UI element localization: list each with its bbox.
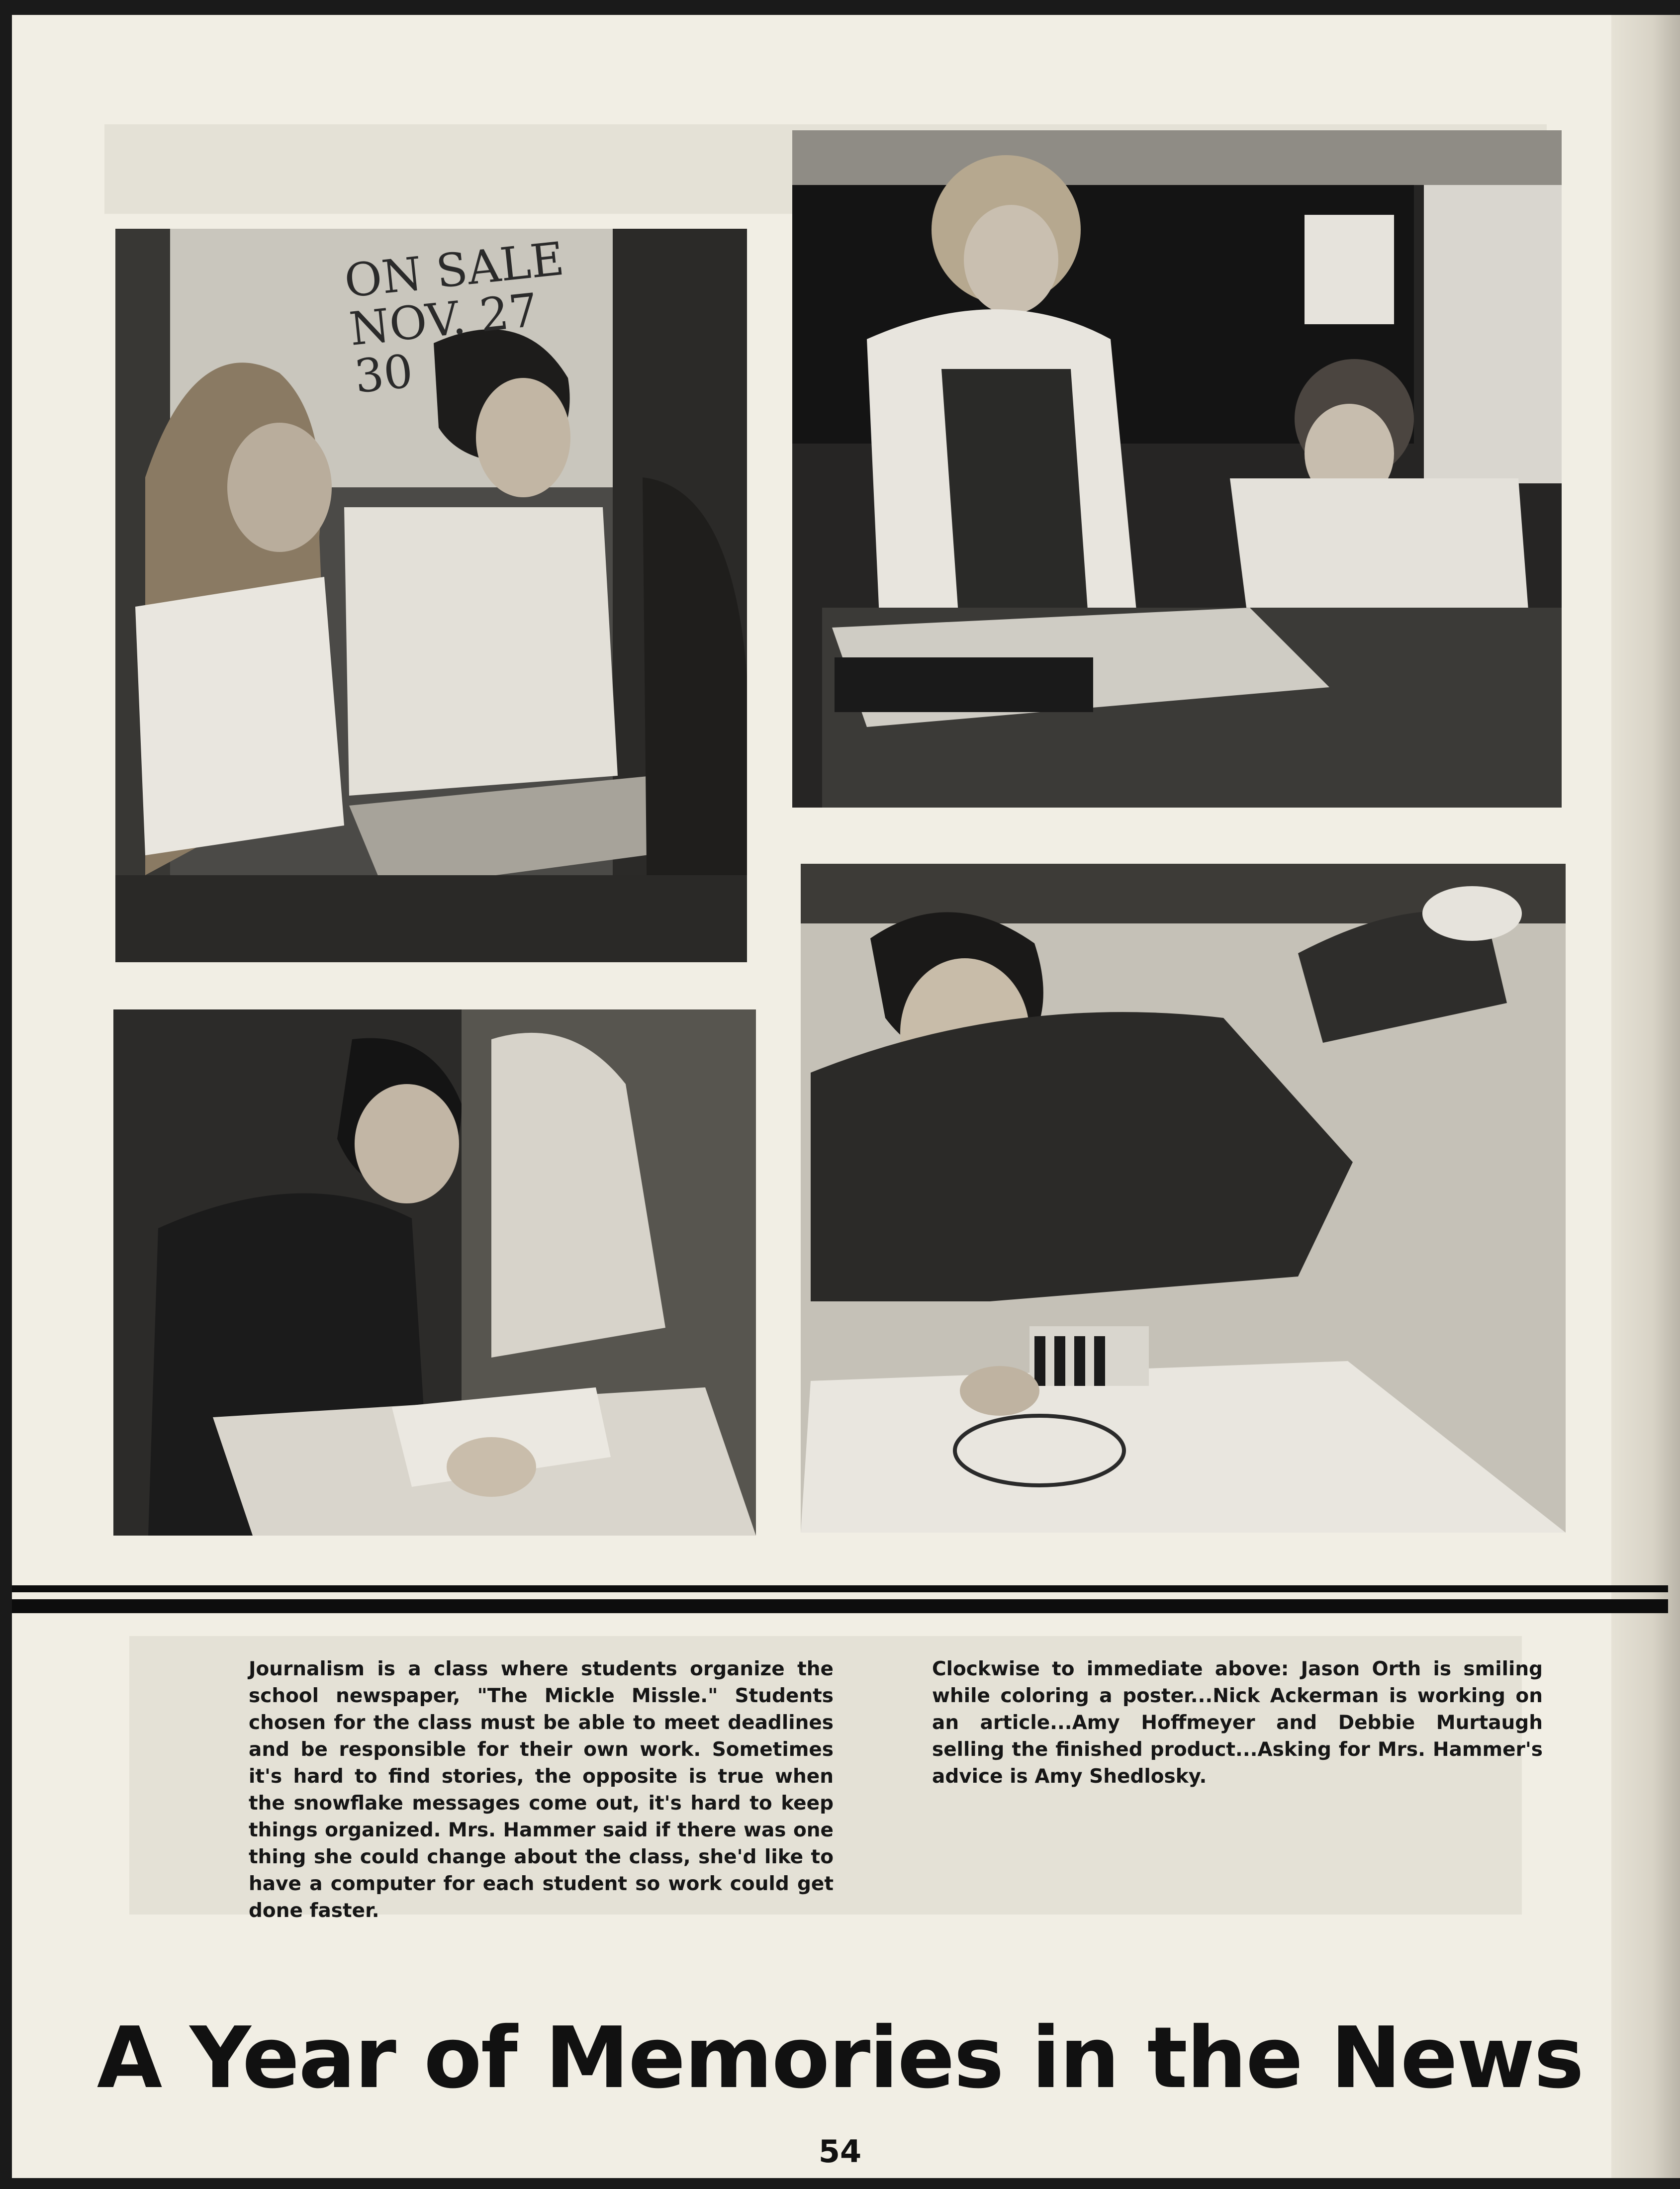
- caption-journalism: Journalism is a class where students organize the school newspaper, "The Mickle Missle." Students chosen for the class must be able to meet deadlines and be responsible for their own work. Sometimes it's hard to find stories, the opposite is true when the snowflake messages come out, it's hard to keep things organized. Mrs. Hammer said if there was one thing she could change about the class, she'd like to have a computer for each student so work could get done faster.: [249, 1658, 834, 1922]
- on-sale-sign-text: ON SALE NOV. 27 30: [342, 232, 567, 404]
- photo-writing-article-image: [113, 1009, 756, 1536]
- photo-advice-desk-image: [792, 130, 1562, 808]
- divider-rule-bottom: [12, 1599, 1668, 1613]
- page-headline: A Year of Memories in the News: [96, 2009, 1584, 2107]
- photo-newspaper-sale: [115, 229, 747, 962]
- photo-coloring-poster: [801, 864, 1566, 1533]
- page-number: 54: [818, 2133, 862, 2170]
- caption-photo-credits: Clockwise to immediate above: Jason Orth is smiling while coloring a poster...Nick Ackerman is working on an article...Amy Hoffmeyer and Debbie Murtaugh selling the finished product...Asking for Mrs. Hammer's advice is Amy Shedlosky.: [932, 1658, 1543, 1788]
- photo-advice-desk: [792, 130, 1562, 808]
- divider-rule-top: [12, 1585, 1668, 1592]
- page-edge: [1611, 15, 1680, 2178]
- photo-writing-article: [113, 1009, 756, 1536]
- photo-coloring-poster-image: [801, 864, 1566, 1533]
